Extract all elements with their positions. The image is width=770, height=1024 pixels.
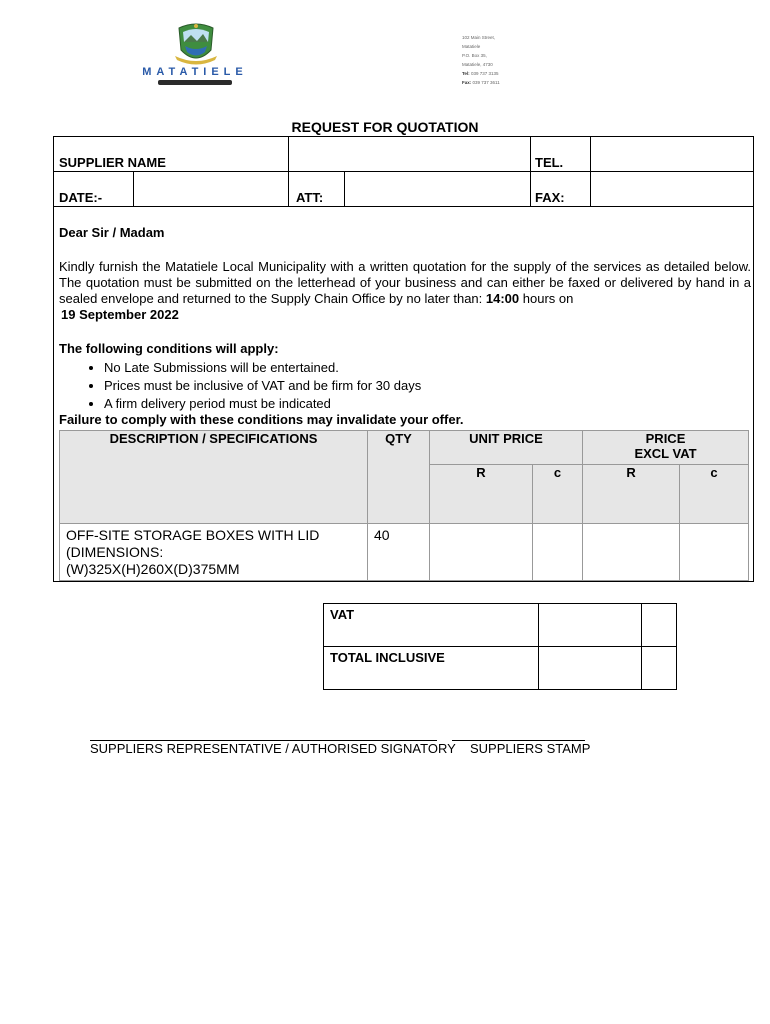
tel-label: TEL. — [535, 155, 564, 170]
unit-price-r-field[interactable] — [430, 524, 533, 581]
items-table — [59, 430, 749, 581]
condition-item: • A firm delivery period must be indicated — [104, 395, 751, 413]
form-col-divider — [344, 171, 345, 206]
municipality-wordmark: MATATIELE — [142, 66, 248, 78]
col-unit-price-header: UNIT PRICE — [430, 431, 583, 465]
condition-item: • Prices must be inclusive of VAT and be firm for 30 days — [104, 377, 751, 395]
att-label: ATT: — [296, 190, 324, 205]
sub-r-header: R — [583, 465, 680, 524]
salutation: Dear Sir / Madam — [59, 225, 165, 240]
supplier-name-label: SUPPLIER NAME — [59, 155, 166, 170]
conditions-heading: The following conditions will apply: — [59, 341, 279, 356]
instructions-paragraph: Kindly furnish the Matatiele Local Municipality with a written quotation for the supply of the services as detailed below. The quotation must be submitted on the letterhead of your business and can either be faxed or delivered by hand in a sealed envelope and returned to the Supply Chain Office by no later than: 14:00 hours on 19 September 2022 — [59, 259, 751, 322]
item-description: OFF-SITE STORAGE BOXES WITH LID (DIMENSIONS: (W)325X(H)260X(D)375MM — [60, 524, 368, 581]
form-col-divider — [590, 136, 591, 206]
tel-field[interactable] — [592, 138, 752, 169]
total-r-field[interactable] — [539, 647, 642, 690]
municipality-crest-icon — [171, 22, 221, 66]
supplier-name-field[interactable] — [290, 138, 528, 169]
municipality-band — [158, 80, 232, 85]
form-col-divider — [530, 136, 531, 206]
vat-r-field[interactable] — [539, 604, 642, 647]
failure-notice: Failure to comply with these conditions may invalidate your offer. — [59, 412, 464, 427]
form-col-divider — [288, 136, 289, 171]
price-c-field[interactable] — [680, 524, 749, 581]
deadline-date: 19 September 2022 — [61, 307, 179, 322]
date-field[interactable] — [135, 173, 286, 204]
form-row-divider — [53, 171, 754, 172]
sub-c-header: c — [533, 465, 583, 524]
fax-label: FAX: — [535, 190, 565, 205]
totals-table — [323, 603, 677, 690]
col-qty-header: QTY — [368, 431, 430, 524]
page-title: REQUEST FOR QUOTATION — [291, 119, 479, 135]
sub-r-header: R — [430, 465, 533, 524]
table-row — [60, 524, 749, 581]
stamp-label: SUPPLIERS STAMP — [470, 741, 591, 756]
vat-c-field[interactable] — [642, 604, 677, 647]
conditions-list — [59, 359, 751, 413]
deadline-time: 14:00 — [485, 291, 520, 306]
form-col-divider — [288, 171, 289, 206]
address-tel: Tel: 039 737 3135 — [462, 71, 499, 76]
total-inclusive-label: TOTAL INCLUSIVE — [324, 647, 539, 690]
signatory-label: SUPPLIERS REPRESENTATIVE / AUTHORISED SIGNATORY — [90, 741, 456, 756]
address-line: Matatiele, 4730 — [462, 62, 493, 67]
letter-body — [59, 225, 751, 426]
price-r-field[interactable] — [583, 524, 680, 581]
col-price-header: PRICE EXCL VAT — [583, 431, 749, 465]
address-line: 102 Main Street, — [462, 35, 496, 40]
condition-item: • No Late Submissions will be entertained. — [104, 359, 751, 377]
vat-label: VAT — [324, 604, 539, 647]
date-label: DATE:- — [59, 190, 103, 205]
table-row — [324, 647, 677, 690]
table-row — [324, 604, 677, 647]
address-line: Matatiele — [462, 44, 481, 49]
address-fax: Fax: 039 737 3611 — [462, 80, 500, 85]
col-description-header: DESCRIPTION / SPECIFICATIONS — [60, 431, 368, 524]
unit-price-c-field[interactable] — [533, 524, 583, 581]
letterhead-address — [462, 33, 500, 87]
signature-labels — [90, 741, 590, 756]
form-row-divider — [53, 206, 754, 207]
form-col-divider — [133, 171, 134, 206]
address-line: P.O. Box 35, — [462, 53, 487, 58]
total-c-field[interactable] — [642, 647, 677, 690]
fax-field[interactable] — [592, 173, 752, 204]
item-qty: 40 — [368, 524, 430, 581]
sub-c-header: c — [680, 465, 749, 524]
att-field[interactable] — [346, 173, 528, 204]
